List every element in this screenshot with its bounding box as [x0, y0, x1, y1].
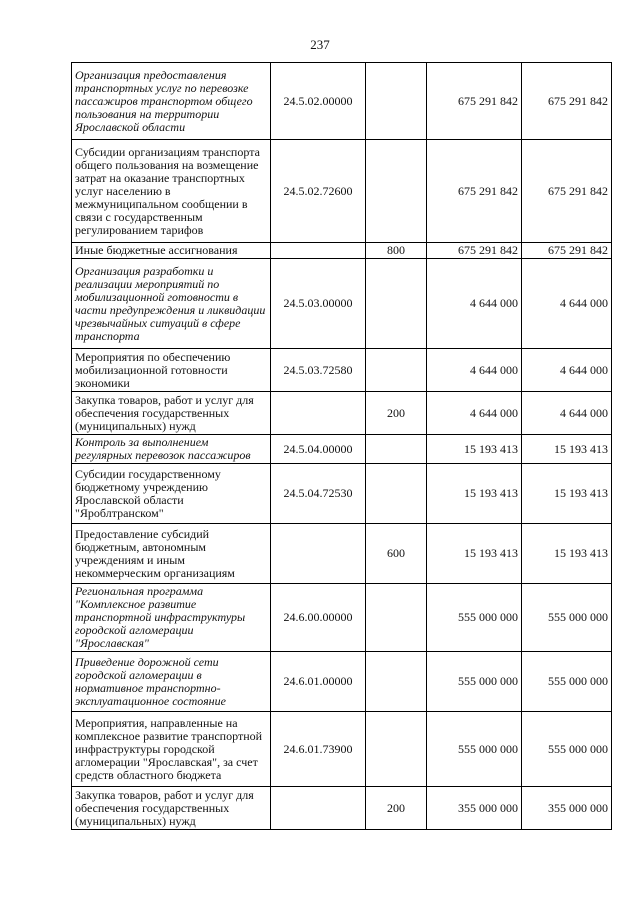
row-code-cell: 24.5.04.72530 [271, 464, 366, 524]
table-row [72, 349, 612, 392]
row-name-cell: Закупка товаров, работ и услуг для обеспечения государственных (муниципальных) нужд [72, 392, 271, 435]
row-expense-type-cell [366, 140, 427, 243]
row-sum-2-cell: 4 644 000 [522, 349, 612, 392]
row-sum-2-cell: 675 291 842 [522, 243, 612, 259]
row-code-cell: 24.5.04.00000 [271, 435, 366, 464]
row-expense-type-cell: 200 [366, 392, 427, 435]
table-row [72, 652, 612, 712]
row-sum-2-cell: 555 000 000 [522, 712, 612, 787]
row-code-cell [271, 524, 366, 584]
row-expense-type-cell [366, 652, 427, 712]
row-sum-2-cell: 675 291 842 [522, 140, 612, 243]
row-code-cell: 24.5.02.00000 [271, 63, 366, 140]
row-expense-type-cell [366, 349, 427, 392]
row-sum-2-cell: 4 644 000 [522, 392, 612, 435]
row-name-cell: Мероприятия по обеспечению мобилизационной готовности экономики [72, 349, 271, 392]
row-sum-1-cell: 675 291 842 [427, 63, 522, 140]
table-row [72, 787, 612, 830]
budget-table-body [72, 63, 612, 830]
row-sum-1-cell: 4 644 000 [427, 392, 522, 435]
table-row [72, 259, 612, 349]
row-name-cell: Региональная программа "Комплексное развитие транспортной инфраструктуры городской агломерации "Ярославская" [72, 584, 271, 652]
row-name-cell: Предоставление субсидий бюджетным, автономным учреждениям и иным некоммерческим организациям [72, 524, 271, 584]
row-expense-type-cell [366, 63, 427, 140]
table-row [72, 584, 612, 652]
row-name-cell: Субсидии организациям транспорта общего пользования на возмещение затрат на оказание транспортных услуг населению в межмуниципальном сообщении в связи с государственным регулированием тарифов [72, 140, 271, 243]
row-sum-1-cell: 4 644 000 [427, 259, 522, 349]
table-row [72, 392, 612, 435]
table-row [72, 243, 612, 259]
table-row [72, 63, 612, 140]
row-name-cell: Иные бюджетные ассигнования [72, 243, 271, 259]
row-name-cell: Приведение дорожной сети городской агломерации в нормативное транспортно-эксплуатационное состояние [72, 652, 271, 712]
row-code-cell: 24.6.01.73900 [271, 712, 366, 787]
row-sum-1-cell: 4 644 000 [427, 349, 522, 392]
row-name-cell: Организация разработки и реализации мероприятий по мобилизационной готовности в части предупреждения и ликвидации чрезвычайных ситуаций в сфере транспорта [72, 259, 271, 349]
row-expense-type-cell [366, 712, 427, 787]
row-code-cell: 24.6.01.00000 [271, 652, 366, 712]
table-row [72, 712, 612, 787]
row-code-cell: 24.5.03.00000 [271, 259, 366, 349]
row-expense-type-cell [366, 259, 427, 349]
row-sum-1-cell: 15 193 413 [427, 435, 522, 464]
row-sum-2-cell: 355 000 000 [522, 787, 612, 830]
table-row [72, 140, 612, 243]
row-sum-2-cell: 15 193 413 [522, 435, 612, 464]
page-number: 237 [310, 37, 330, 52]
row-name-cell: Организация предоставления транспортных услуг по перевозке пассажиров транспортом общего пользования на территории Ярославской области [72, 63, 271, 140]
row-name-cell: Закупка товаров, работ и услуг для обеспечения государственных (муниципальных) нужд [72, 787, 271, 830]
row-sum-2-cell: 15 193 413 [522, 524, 612, 584]
row-sum-1-cell: 355 000 000 [427, 787, 522, 830]
row-expense-type-cell: 800 [366, 243, 427, 259]
row-code-cell [271, 243, 366, 259]
table-row [72, 464, 612, 524]
row-code-cell [271, 787, 366, 830]
row-name-cell: Субсидии государственному бюджетному учреждению Ярославской области "Яроблтранском" [72, 464, 271, 524]
row-sum-1-cell: 555 000 000 [427, 584, 522, 652]
row-sum-2-cell: 675 291 842 [522, 63, 612, 140]
row-sum-1-cell: 15 193 413 [427, 524, 522, 584]
row-expense-type-cell [366, 464, 427, 524]
row-expense-type-cell [366, 584, 427, 652]
row-name-cell: Контроль за выполнением регулярных перевозок пассажиров [72, 435, 271, 464]
row-sum-1-cell: 675 291 842 [427, 140, 522, 243]
row-sum-1-cell: 555 000 000 [427, 712, 522, 787]
row-sum-2-cell: 555 000 000 [522, 584, 612, 652]
row-sum-2-cell: 4 644 000 [522, 259, 612, 349]
row-sum-2-cell: 15 193 413 [522, 464, 612, 524]
row-expense-type-cell [366, 435, 427, 464]
row-code-cell: 24.5.03.72580 [271, 349, 366, 392]
row-code-cell: 24.5.02.72600 [271, 140, 366, 243]
row-sum-2-cell: 555 000 000 [522, 652, 612, 712]
row-code-cell: 24.6.00.00000 [271, 584, 366, 652]
row-sum-1-cell: 675 291 842 [427, 243, 522, 259]
row-sum-1-cell: 555 000 000 [427, 652, 522, 712]
row-expense-type-cell: 200 [366, 787, 427, 830]
row-sum-1-cell: 15 193 413 [427, 464, 522, 524]
table-row [72, 524, 612, 584]
table-row [72, 435, 612, 464]
budget-table [71, 62, 612, 830]
row-expense-type-cell: 600 [366, 524, 427, 584]
row-code-cell [271, 392, 366, 435]
row-name-cell: Мероприятия, направленные на комплексное развитие транспортной инфраструктуры городской агломерации "Ярославская", за счет средств областного бюджета [72, 712, 271, 787]
